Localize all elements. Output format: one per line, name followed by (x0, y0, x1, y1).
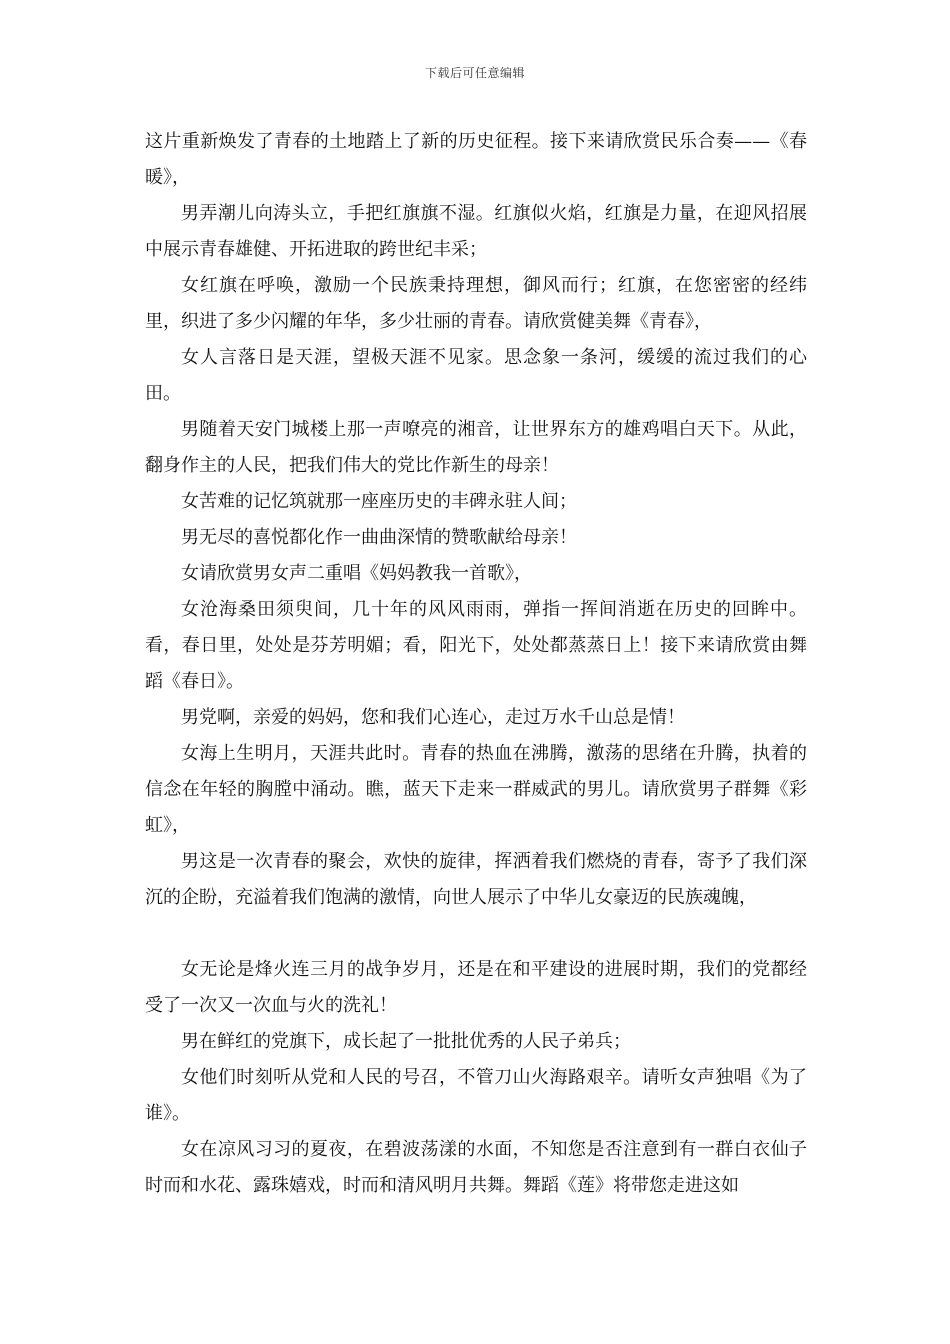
paragraph: 女海上生明月，天涯共此时。青春的热血在沸腾，激荡的思绪在升腾，执着的信念在年轻的胸膛中涌动。瞧，蓝天下走来一群威武的男儿。请欣赏男子群舞《彩虹》， (145, 743, 807, 836)
page-header: 下载后可任意编辑 (424, 66, 525, 80)
paragraph: 女无论是烽火连三月的战争岁月，还是在和平建设的进展时期，我们的党都经受了一次又一次血与火的洗礼！ (145, 959, 807, 1016)
blank-line (145, 916, 807, 952)
paragraph: 女沧海桑田须臾间，几十年的风风雨雨，弹指一挥间消逝在历史的回眸中。看，春日里，处处是芬芳明媚；看，阳光下，处处都蒸蒸日上！接下来请欣赏由舞蹈《春日》。 (145, 599, 807, 692)
paragraph: 女红旗在呼唤，激励一个民族秉持理想，御风而行；红旗，在您密密的经纬里，织进了多少闪耀的年华，多少壮丽的青春。请欣赏健美舞《青春》， (145, 275, 807, 332)
paragraph: 女在凉风习习的夏夜，在碧波荡漾的水面，不知您是否注意到有一群白衣仙子时而和水花、露珠嬉戏，时而和清风明月共舞。舞蹈《莲》将带您走进这如 (145, 1139, 807, 1196)
paragraph: 女人言落日是天涯，望极天涯不见家。思念象一条河，缓缓的流过我们的心田。 (145, 347, 807, 404)
paragraph: 女请欣赏男女声二重唱《妈妈教我一首歌》， (181, 563, 532, 584)
paragraph: 男无尽的喜悦都化作一曲曲深情的赞歌献给母亲！ (181, 527, 577, 548)
paragraph: 这片重新焕发了青春的土地踏上了新的历史征程。接下来请欣赏民乐合奏——《春暖》， (145, 131, 807, 188)
paragraph: 男随着天安门城楼上那一声嘹亮的湘音，让世界东方的雄鸡唱白天下。从此，翻身作主的人民，把我们伟大的党比作新生的母亲！ (145, 419, 807, 476)
paragraph: 男在鲜红的党旗下，成长起了一批批优秀的人民子弟兵； (181, 1031, 631, 1052)
document-body (145, 124, 807, 1204)
paragraph: 男这是一次青春的聚会，欢快的旋律，挥洒着我们燃烧的青春，寄予了我们深沉的企盼，充溢着我们饱满的激情，向世人展示了中华儿女豪迈的民族魂魄， (145, 851, 807, 908)
paragraph: 女苦难的记忆筑就那一座座历史的丰碑永驻人间； (181, 491, 577, 512)
paragraph: 女他们时刻听从党和人民的号召，不管刀山火海路艰辛。请听女声独唱《为了谁》。 (145, 1067, 807, 1124)
paragraph: 男弄潮儿向涛头立，手把红旗旗不湿。红旗似火焰，红旗是力量，在迎风招展中展示青春雄健、开拓进取的跨世纪丰采； (145, 203, 807, 260)
paragraph: 男党啊，亲爱的妈妈，您和我们心连心，走过万水千山总是情！ (181, 707, 685, 728)
